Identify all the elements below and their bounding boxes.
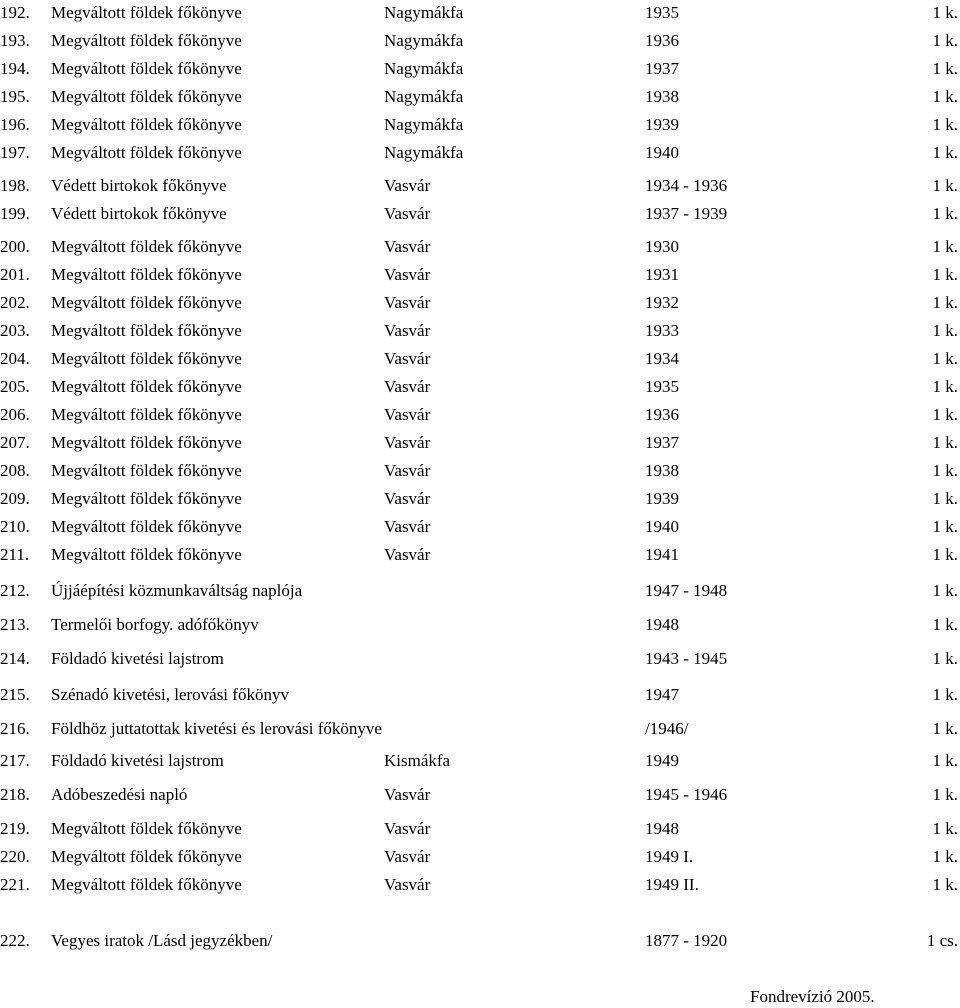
item-quantity: 1 cs.: [926, 931, 958, 950]
item-title: Megváltott földek főkönyve: [51, 489, 242, 508]
item-year: 1933: [645, 321, 679, 340]
item-title: Földadó kivetési lajstrom: [51, 649, 224, 668]
item-year: 1934 - 1936: [645, 176, 728, 195]
item-title: Megváltott földek főkönyve: [51, 59, 242, 78]
item-title: Megváltott földek főkönyve: [51, 875, 242, 894]
item-title: Földhöz juttatottak kivetési és lerovási főkönyve: [51, 719, 382, 738]
item-year: 1937 - 1939: [645, 204, 728, 223]
item-quantity: 1 k.: [932, 87, 958, 106]
item-number: 198.: [0, 176, 30, 195]
item-year: 1939: [645, 115, 679, 134]
list-item: [0, 818, 960, 840]
item-quantity: 1 k.: [932, 847, 958, 866]
item-title: Megváltott földek főkönyve: [51, 461, 242, 480]
item-number: 220.: [0, 847, 30, 866]
item-place: Vasvár: [384, 545, 431, 564]
item-number: 212.: [0, 581, 30, 600]
item-year: 1949 I.: [645, 847, 694, 866]
list-item: [0, 30, 960, 52]
item-quantity: 1 k.: [932, 265, 958, 284]
item-number: 194.: [0, 59, 30, 78]
item-place: Nagymákfa: [384, 115, 464, 134]
item-title: Védett birtokok főkönyve: [51, 204, 227, 223]
item-quantity: 1 k.: [932, 517, 958, 536]
item-number: 199.: [0, 204, 30, 223]
item-year: 1930: [645, 237, 679, 256]
item-place: Vasvár: [384, 349, 431, 368]
item-title: Megváltott földek főkönyve: [51, 517, 242, 536]
item-year: 1948: [645, 615, 679, 634]
item-number: 217.: [0, 751, 30, 770]
item-number: 201.: [0, 265, 30, 284]
item-place: Vasvár: [384, 785, 431, 804]
item-title: Megváltott földek főkönyve: [51, 293, 242, 312]
item-year: 1940: [645, 517, 679, 536]
item-quantity: 1 k.: [932, 819, 958, 838]
item-title: Megváltott földek főkönyve: [51, 377, 242, 396]
item-title: Újjáépítési közmunkaváltság naplója: [51, 581, 303, 600]
item-place: Vasvár: [384, 489, 431, 508]
list-item: [0, 648, 960, 670]
item-title: Megváltott földek főkönyve: [51, 237, 242, 256]
list-item: [0, 2, 960, 24]
item-number: 203.: [0, 321, 30, 340]
list-item: [0, 114, 960, 136]
item-title: Szénadó kivetési, lerovási főkönyv: [51, 685, 289, 704]
item-quantity: 1 k.: [932, 405, 958, 424]
item-number: 208.: [0, 461, 30, 480]
item-place: Vasvár: [384, 377, 431, 396]
item-number: 209.: [0, 489, 30, 508]
item-quantity: 1 k.: [932, 176, 958, 195]
item-place: Vasvár: [384, 433, 431, 452]
item-number: 215.: [0, 685, 30, 704]
item-number: 219.: [0, 819, 30, 838]
item-title: Megváltott földek főkönyve: [51, 321, 242, 340]
item-year: 1939: [645, 489, 679, 508]
item-title: Vegyes iratok /Lásd jegyzékben/: [51, 931, 273, 950]
item-quantity: 1 k.: [932, 649, 958, 668]
list-item: [0, 488, 960, 510]
footer-note: Fondrevízió 2005.: [750, 987, 875, 1006]
list-item: [0, 846, 960, 868]
item-year: 1937: [645, 433, 679, 452]
item-place: Vasvár: [384, 176, 431, 195]
item-year: 1877 - 1920: [645, 931, 728, 950]
item-year: 1947 - 1948: [645, 581, 728, 600]
list-item: [0, 203, 960, 225]
item-title: Megváltott földek főkönyve: [51, 115, 242, 134]
item-number: 222.: [0, 931, 30, 950]
item-place: Kismákfa: [384, 751, 451, 770]
item-number: 202.: [0, 293, 30, 312]
list-item: [0, 580, 960, 602]
item-quantity: 1 k.: [932, 115, 958, 134]
item-number: 205.: [0, 377, 30, 396]
list-item: [0, 460, 960, 482]
item-year: 1947: [645, 685, 679, 704]
item-number: 214.: [0, 649, 30, 668]
item-title: Termelői borfogy. adófőkönyv: [51, 615, 259, 634]
list-item: [0, 236, 960, 258]
item-number: 192.: [0, 3, 30, 22]
item-place: Vasvár: [384, 237, 431, 256]
item-title: Megváltott földek főkönyve: [51, 819, 242, 838]
list-item: [0, 544, 960, 566]
item-quantity: 1 k.: [932, 293, 958, 312]
item-title: Védett birtokok főkönyve: [51, 176, 227, 195]
item-title: Megváltott földek főkönyve: [51, 405, 242, 424]
item-number: 197.: [0, 143, 30, 162]
item-quantity: 1 k.: [932, 489, 958, 508]
list-item: [0, 516, 960, 538]
item-title: Földadó kivetési lajstrom: [51, 751, 224, 770]
item-year: 1936: [645, 405, 679, 424]
item-year: 1945 - 1946: [645, 785, 728, 804]
item-quantity: 1 k.: [932, 615, 958, 634]
list-item: [0, 348, 960, 370]
item-place: Vasvár: [384, 204, 431, 223]
list-item: [0, 684, 960, 706]
item-place: Vasvár: [384, 847, 431, 866]
item-number: 206.: [0, 405, 30, 424]
item-year: 1949 II.: [645, 875, 699, 894]
item-year: 1940: [645, 143, 679, 162]
item-title: Megváltott földek főkönyve: [51, 143, 242, 162]
item-quantity: 1 k.: [932, 143, 958, 162]
list-item: [0, 292, 960, 314]
item-quantity: 1 k.: [932, 433, 958, 452]
item-quantity: 1 k.: [932, 349, 958, 368]
item-quantity: 1 k.: [932, 719, 958, 738]
item-title: Megváltott földek főkönyve: [51, 545, 242, 564]
list-item: [0, 432, 960, 454]
item-quantity: 1 k.: [932, 875, 958, 894]
item-number: 195.: [0, 87, 30, 106]
item-year: 1949: [645, 751, 679, 770]
item-number: 216.: [0, 719, 30, 738]
item-quantity: 1 k.: [932, 377, 958, 396]
item-year: 1938: [645, 87, 679, 106]
item-year: 1935: [645, 377, 679, 396]
item-quantity: 1 k.: [932, 204, 958, 223]
item-place: Nagymákfa: [384, 31, 464, 50]
item-year: 1936: [645, 31, 679, 50]
item-year: 1938: [645, 461, 679, 480]
item-place: Vasvár: [384, 517, 431, 536]
item-place: Nagymákfa: [384, 143, 464, 162]
item-place: Vasvár: [384, 819, 431, 838]
item-title: Megváltott földek főkönyve: [51, 265, 242, 284]
item-quantity: 1 k.: [932, 59, 958, 78]
item-number: 218.: [0, 785, 30, 804]
item-title: Megváltott földek főkönyve: [51, 349, 242, 368]
item-year: /1946/: [645, 719, 689, 738]
item-year: 1948: [645, 819, 679, 838]
list-item: [0, 58, 960, 80]
item-quantity: 1 k.: [932, 751, 958, 770]
item-number: 207.: [0, 433, 30, 452]
item-place: Vasvár: [384, 461, 431, 480]
item-title: Adóbeszedési napló: [51, 785, 188, 804]
list-item: [0, 614, 960, 636]
item-number: 210.: [0, 517, 30, 536]
item-title: Megváltott földek főkönyve: [51, 847, 242, 866]
item-title: Megváltott földek főkönyve: [51, 87, 242, 106]
item-quantity: 1 k.: [932, 545, 958, 564]
item-title: Megváltott földek főkönyve: [51, 3, 242, 22]
item-number: 204.: [0, 349, 30, 368]
item-number: 193.: [0, 31, 30, 50]
item-year: 1932: [645, 293, 679, 312]
item-quantity: 1 k.: [932, 31, 958, 50]
item-number: 196.: [0, 115, 30, 134]
item-year: 1941: [645, 545, 679, 564]
item-place: Vasvár: [384, 405, 431, 424]
list-item: [0, 86, 960, 108]
list-item: [0, 784, 960, 806]
list-item: [0, 142, 960, 164]
item-year: 1931: [645, 265, 679, 284]
list-item: [0, 750, 960, 772]
item-place: Vasvár: [384, 293, 431, 312]
item-place: Vasvár: [384, 875, 431, 894]
item-quantity: 1 k.: [932, 785, 958, 804]
item-year: 1934: [645, 349, 679, 368]
item-number: 213.: [0, 615, 30, 634]
item-number: 221.: [0, 875, 30, 894]
list-item: [0, 376, 960, 398]
list-item: [0, 175, 960, 197]
list-item: [0, 404, 960, 426]
item-title: Megváltott földek főkönyve: [51, 433, 242, 452]
list-item: [0, 264, 960, 286]
item-quantity: 1 k.: [932, 3, 958, 22]
item-place: Nagymákfa: [384, 3, 464, 22]
list-item: [0, 874, 960, 896]
item-number: 200.: [0, 237, 30, 256]
item-year: 1935: [645, 3, 679, 22]
item-quantity: 1 k.: [932, 461, 958, 480]
item-number: 211.: [0, 545, 30, 564]
item-place: Nagymákfa: [384, 87, 464, 106]
item-quantity: 1 k.: [932, 321, 958, 340]
item-year: 1943 - 1945: [645, 649, 728, 668]
item-quantity: 1 k.: [932, 581, 958, 600]
list-item: [0, 930, 960, 952]
item-quantity: 1 k.: [932, 237, 958, 256]
item-place: Vasvár: [384, 265, 431, 284]
list-item: [0, 718, 960, 740]
item-quantity: 1 k.: [932, 685, 958, 704]
item-place: Nagymákfa: [384, 59, 464, 78]
item-place: Vasvár: [384, 321, 431, 340]
item-year: 1937: [645, 59, 679, 78]
item-title: Megváltott földek főkönyve: [51, 31, 242, 50]
list-item: [0, 320, 960, 342]
